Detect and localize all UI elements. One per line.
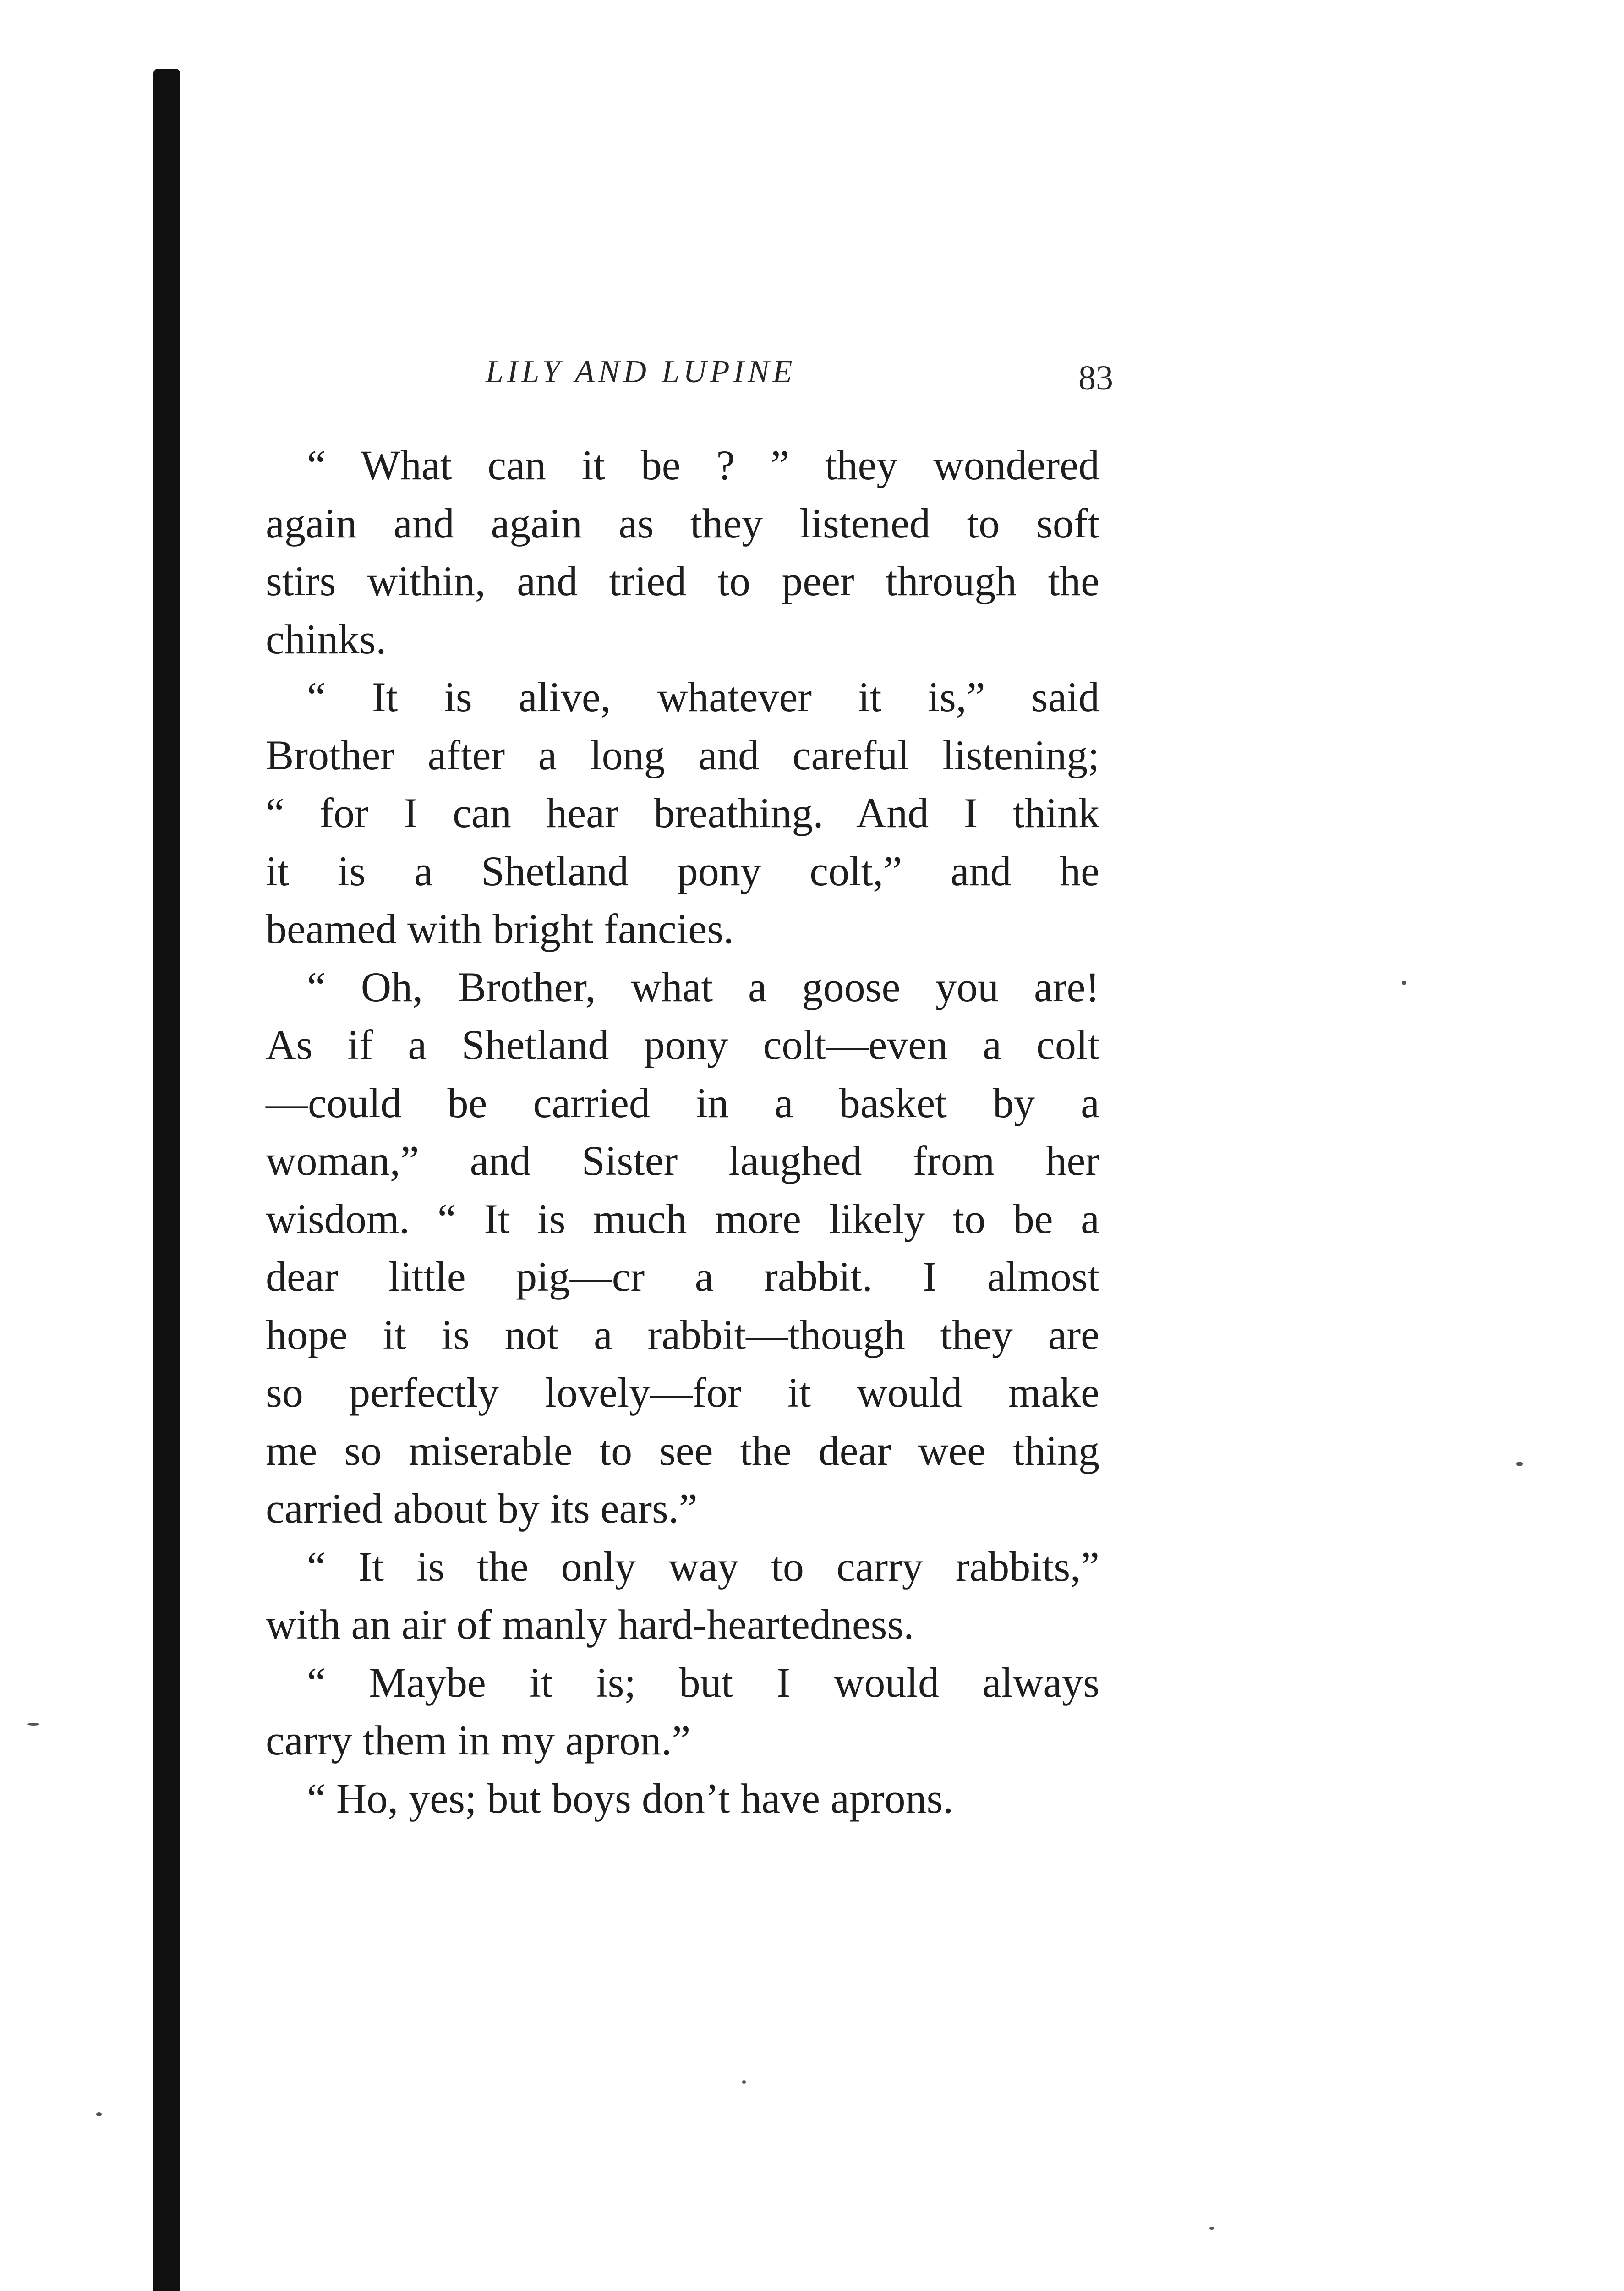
text-line: “ It is alive, whatever it is,” said xyxy=(307,674,1099,720)
text-line: “ Oh, Brother, what a goose you are! xyxy=(307,963,1099,1010)
scan-speck xyxy=(742,2080,746,2084)
text-line: again and again as they listened to soft xyxy=(266,499,1099,547)
text-line: dear little pig—cr a rabbit. I almost xyxy=(266,1253,1099,1300)
text-line: so perfectly lovely—for it would make xyxy=(266,1369,1099,1416)
text-line: “ What can it be ? ” they wondered xyxy=(307,442,1099,488)
text-line: carried about by its ears.” xyxy=(266,1485,698,1532)
scan-speck xyxy=(1516,1462,1523,1466)
text-line: “ for I can hear breathing. And I think xyxy=(266,789,1099,836)
text-line: stirs within, and tried to peer through the xyxy=(266,558,1099,604)
body-text xyxy=(266,436,1099,1827)
text-line: “ Maybe it is; but I would always xyxy=(307,1659,1099,1706)
scan-speck xyxy=(1402,981,1406,985)
text-line: beamed with bright fancies. xyxy=(266,905,734,952)
text-line: wisdom. “ It is much more likely to be a xyxy=(266,1195,1099,1242)
scan-speck xyxy=(1209,2227,1214,2230)
running-title: LILY AND LUPINE xyxy=(486,354,796,389)
text-line: Brother after a long and careful listening; xyxy=(266,731,1099,778)
text-line: woman,” and Sister laughed from her xyxy=(266,1137,1099,1184)
page-header xyxy=(486,354,1113,413)
text-line: As if a Shetland pony colt—even a colt xyxy=(266,1021,1099,1068)
scan-speck xyxy=(96,2112,102,2116)
text-line: me so miserable to see the dear wee thing xyxy=(266,1427,1099,1474)
binding-edge-shadow xyxy=(153,69,180,2291)
text-line: carry them in my apron.” xyxy=(266,1717,691,1764)
text-line: chinks. xyxy=(266,615,387,663)
text-line: “ Ho, yes; but boys don’t have aprons. xyxy=(307,1775,954,1822)
text-line: it is a Shetland pony colt,” and he xyxy=(266,847,1099,894)
text-line: hope it is not a rabbit—though they are xyxy=(266,1311,1099,1358)
text-line: “ It is the only way to carry rabbits,” xyxy=(307,1543,1099,1590)
text-line: with an air of manly hard-heartedness. xyxy=(266,1601,914,1648)
page-number: 83 xyxy=(1078,359,1113,397)
text-line: —could be carried in a basket by a xyxy=(266,1079,1099,1126)
scan-speck xyxy=(27,1723,39,1726)
